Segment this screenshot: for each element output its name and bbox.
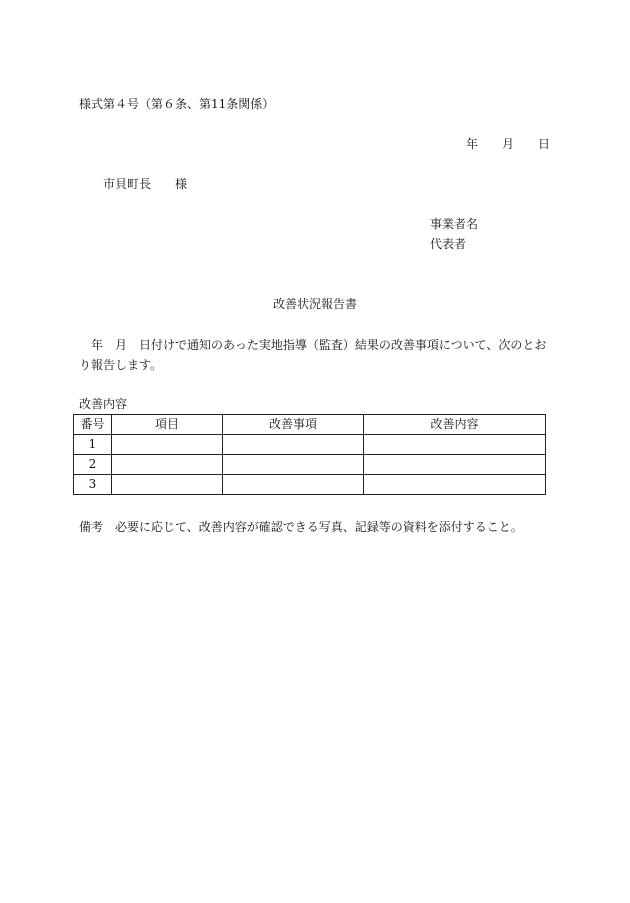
header-improvement-matter: 改善事項: [223, 415, 364, 435]
row-number: 2: [74, 455, 112, 475]
row-matter-cell: [223, 435, 364, 455]
remarks-text: 必要に応じて、改善内容が確認できる写真、記録等の資料を添付すること。: [115, 520, 523, 534]
improvement-table: [73, 414, 546, 495]
section-label: 改善内容: [79, 397, 128, 411]
row-content-cell: [364, 435, 546, 455]
date-year-label: 年: [465, 137, 478, 151]
form-number: 様式第４号（第６条、第11条関係）: [79, 97, 275, 111]
operator-name-label: 事業者名: [430, 217, 479, 231]
date-month-label: 月: [501, 137, 514, 151]
row-content-cell: [364, 475, 546, 495]
body-month-label: 月: [115, 338, 128, 352]
row-matter-cell: [223, 455, 364, 475]
body-sentence: 日付けで通知のあった実地指導（監査）結果の改善事項について、次のとおり報告します。: [79, 338, 547, 372]
table-row: [74, 475, 546, 495]
date-day-label: 日: [537, 137, 550, 151]
body-year-label: 年: [91, 338, 104, 352]
row-matter-cell: [223, 475, 364, 495]
header-item: 項目: [112, 415, 223, 435]
document-title: 改善状況報告書: [272, 297, 357, 311]
recipient: [103, 176, 187, 192]
recipient-honorific: 様: [175, 177, 188, 191]
representative-label: 代表者: [430, 237, 467, 251]
row-item-cell: [112, 475, 223, 495]
report-body-text: [79, 335, 551, 375]
table-header-row: [74, 415, 546, 435]
table-row: [74, 455, 546, 475]
remarks: [79, 519, 523, 535]
row-item-cell: [112, 435, 223, 455]
date-line: [466, 136, 550, 152]
row-item-cell: [112, 455, 223, 475]
remarks-label: 備考: [79, 520, 104, 534]
recipient-name: 市貝町長: [103, 177, 152, 191]
table-row: [74, 435, 546, 455]
row-number: 3: [74, 475, 112, 495]
row-number: 1: [74, 435, 112, 455]
row-content-cell: [364, 455, 546, 475]
header-improvement-content: 改善内容: [364, 415, 546, 435]
header-number: 番号: [74, 415, 112, 435]
